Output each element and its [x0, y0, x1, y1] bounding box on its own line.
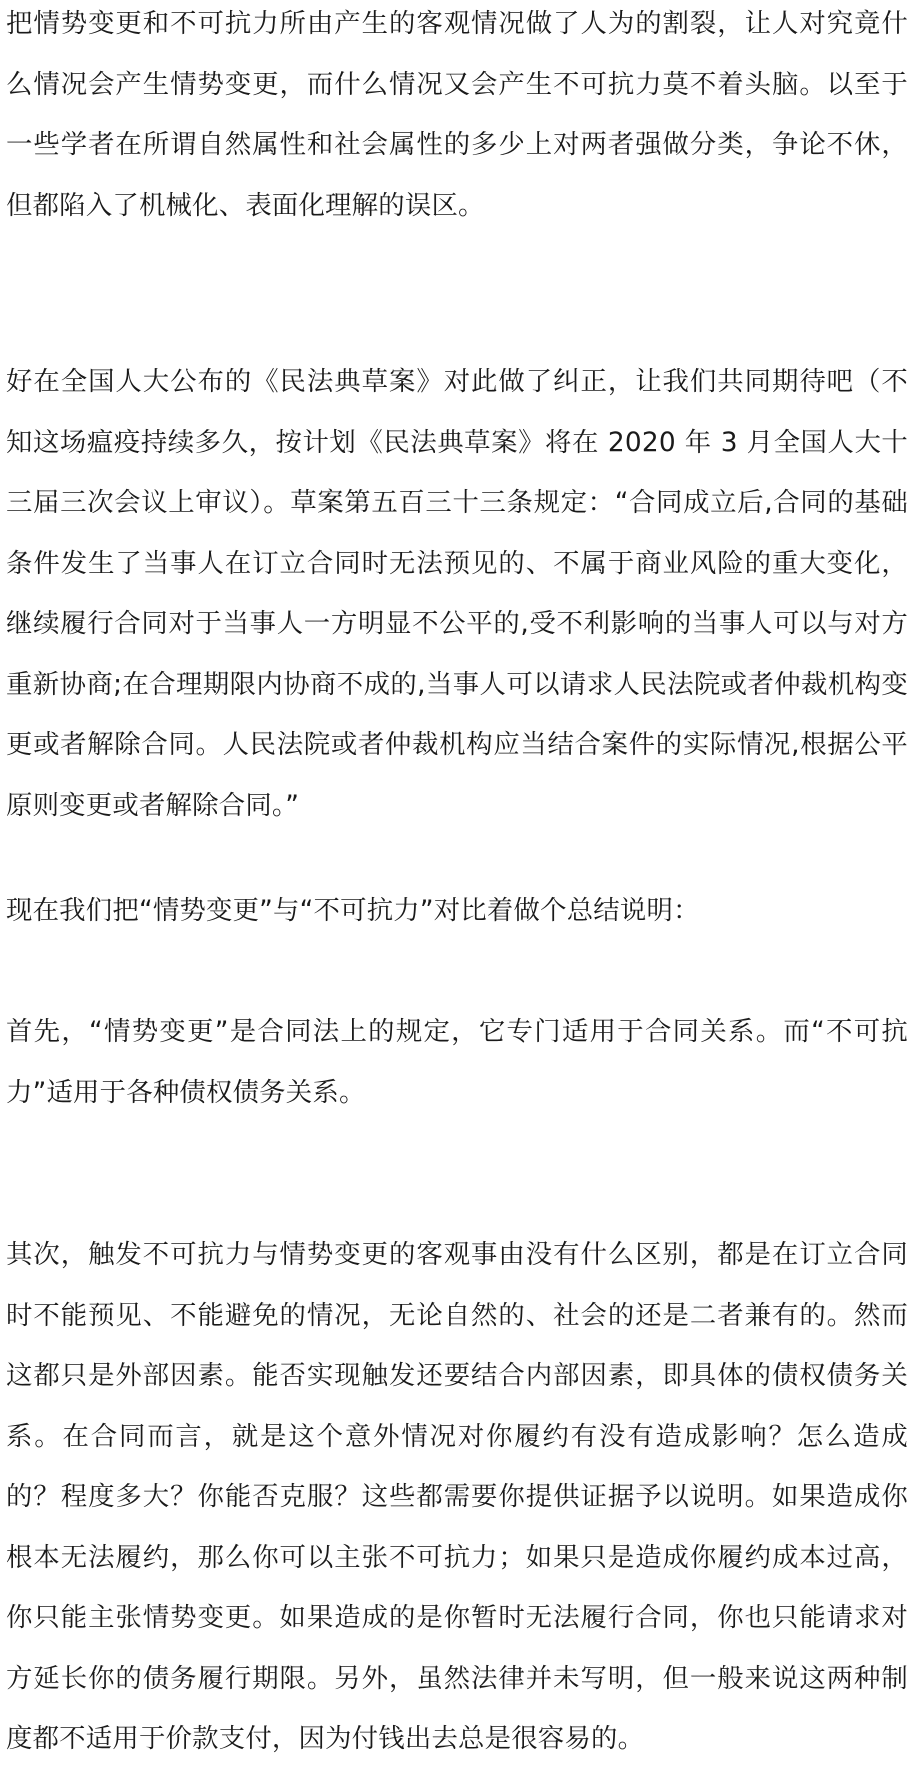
paragraph-civil-code-draft: 好在全国人大公布的《民法典草案》对此做了纠正，让我们共同期待吧（不知这场瘟疫持续多久，按计划《民法典草案》将在 2020 年 3 月全国人大十三届三次会议上审议）。草案第五百三十三条规定：“合同成立后,合同的基础条件发生了当事人在订立合同时无法预见的、不属于商业风险的重大变化，继续履行合同对于当事人一方明显不公平的,受不利影响的当事人可以与对方重新协商;在合理期限内协商不成的,当事人可以请求人民法院或者仲裁机构变更或者解除合同。人民法院或者仲裁机构应当结合案件的实际情况,根据公平原则变更或者解除合同。” [6, 366, 908, 821]
paragraph-first-point: 首先，“情势变更”是合同法上的规定，它专门适用于合同关系。而“不可抗力”适用于各种债权债务关系。 [6, 1016, 908, 1108]
paragraph-summary-intro: 现在我们把“情势变更”与“不可抗力”对比着做个总结说明： [6, 895, 700, 926]
paragraph-second-point: 其次，触发不可抗力与情势变更的客观事由没有什么区别，都是在订立合同时不能预见、不能避免的情况，无论自然的、社会的还是二者兼有的。然而这都只是外部因素。能否实现触发还要结合内部因素，即具体的债权债务关系。在合同而言，就是这个意外情况对你履约有没有造成影响？怎么造成的？程度多大？你能否克服？这些都需要你提供证据予以说明。如果造成你根本无法履约，那么你可以主张不可抗力；如果只是造成你履约成本过高，你只能主张情势变更。如果造成的是你暂时无法履行合同，你也只能请求对方延长你的债务履行期限。另外，虽然法律并未写明，但一般来说这两种制度都不适用于价款支付，因为付钱出去总是很容易的。 [6, 1239, 908, 1754]
paragraph-force-majeure-split: 把情势变更和不可抗力所由产生的客观情况做了人为的割裂，让人对究竟什么情况会产生情势变更，而什么情况又会产生不可抗力莫不着头脑。以至于一些学者在所谓自然属性和社会属性的多少上对两者强做分类，争论不休，但都陷入了机械化、表面化理解的误区。 [6, 8, 908, 221]
